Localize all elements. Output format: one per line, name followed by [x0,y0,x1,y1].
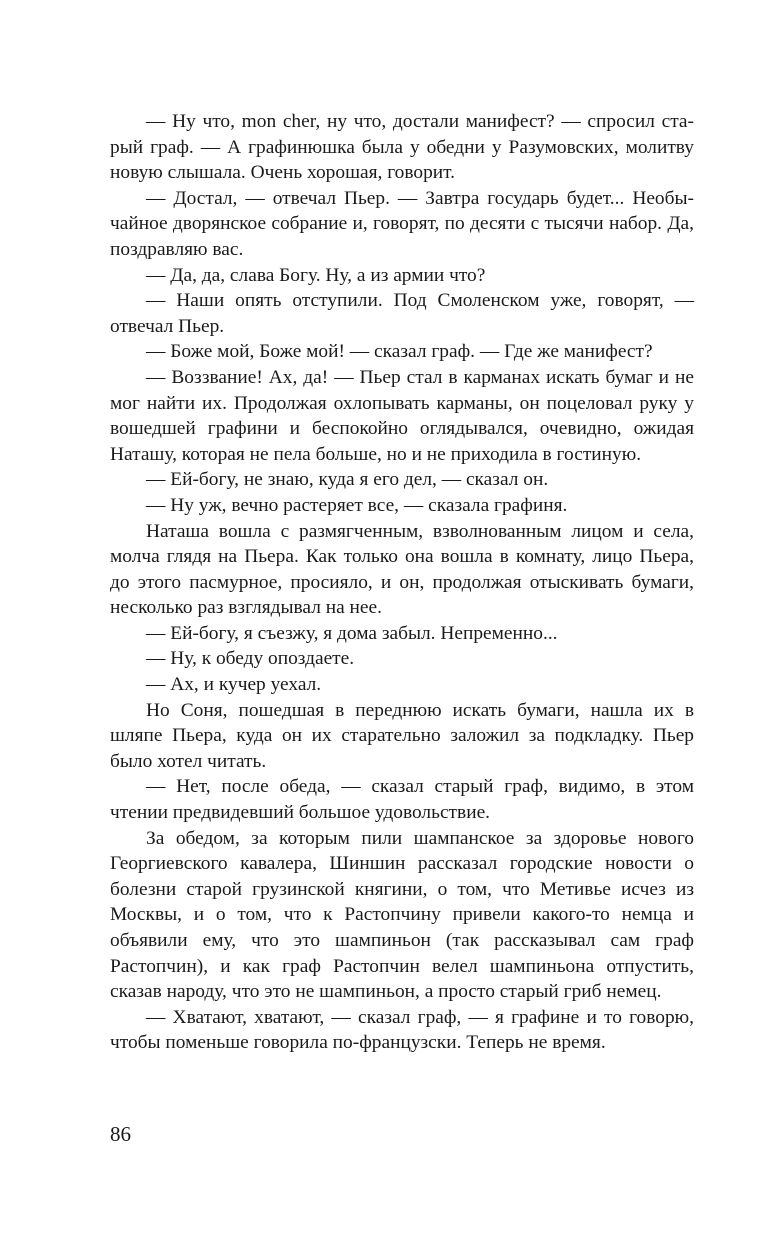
paragraph-16: — Хватают, хватают, — сказал граф, — я графине и то говорю, чтобы поменьше говорила по-французски. Теперь не время. [110,1006,694,1054]
paragraph-11: — Ну, к обеду опоздаете. [146,648,355,670]
paragraph-7: — Ей-богу, не знаю, куда я его дел, — сказал он. [146,469,549,491]
paragraph-12: — Ах, и кучер уехал. [146,674,322,696]
paragraph-3: — Да, да, слава Богу. Ну, а из армии что? [146,264,486,286]
paragraph-14: — Нет, после обеда, — сказал старый граф, видимо, в этом чтении предвидевший большое удовольствие. [110,776,694,824]
paragraph-15: За обедом, за которым пили шампанское за здоровье нового Георгиевского кавалера, Шиншин рассказал городские новости о болезни старой грузинской княгини, о том, что Метивье исчез из Москвы, и о том, что к Растопчину привели какого-то немца и объявили ему, что это шампиньон (так рассказывал сам граф Растопчин), и как граф Растопчин велел шампиньона отпустить, сказав народу, что это не шампиньон, а просто старый гриб немец. [110,827,694,1003]
paragraph-4: — Наши опять отступили. Под Смоленском уже, говорят, — отвечал Пьер. [110,290,694,337]
paragraph-13: Но Соня, пошедшая в переднюю искать бумаги, нашла их в шляпе Пьера, куда он их старательно заложил за подкладку. Пьер было хотел читать. [110,699,694,772]
paragraph-2: — Достал, — отвечал Пьер. — Завтра государь будет... Необычайное дворянское собрание и, говорят, по десяти с тысячи набор. Да, поздравляю вас. [110,187,694,260]
paragraph-1: — Ну что, mon cher, ну что, достали манифест? — спросил старый граф. — А графинюшка была у обедни у Разумовских, молитву новую слышала. Очень хорошая, говорит. [110,111,694,184]
paragraph-8: — Ну уж, вечно растеряет все, — сказала графиня. [146,494,568,516]
page-body-text [110,109,694,1056]
paragraph-10: — Ей-богу, я съезжу, я дома забыл. Непременно... [146,622,558,644]
paragraph-9: Наташа вошла с размягченным, взволнованным лицом и села, молча глядя на Пьера. Как только она вошла в комнату, лицо Пьера, до этого пасмурное, просияло, и он, продолжая отыскивать бумаги, несколько раз взглядывал на нее. [110,520,694,619]
paragraph-5: — Боже мой, Боже мой! — сказал граф. — Где же манифест? [146,341,653,363]
paragraph-6: — Воззвание! Ах, да! — Пьер стал в карманах искать бумаг и не мог найти их. Продолжая охлопывать карманы, он поцеловал руку у вошедшей графини и беспокойно оглядывался, очевидно, ожидая Наташу, которая не пела больше, но и не приходила в гостиную. [110,366,694,465]
page-number: 86 [110,1122,131,1146]
